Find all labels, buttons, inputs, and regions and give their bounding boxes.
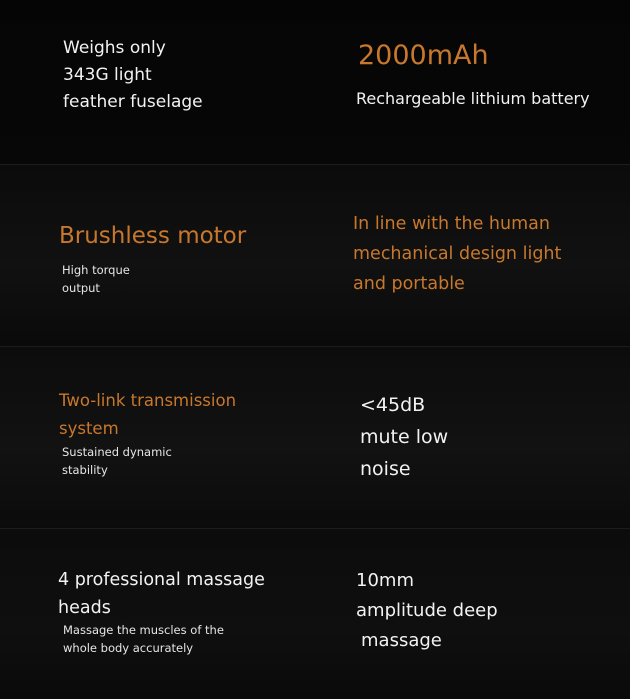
heads-title-line-1: 4 professional massage: [58, 570, 265, 590]
battery-title: 2000mAh: [358, 40, 489, 71]
heads-line-1: Massage the muscles of the: [63, 623, 224, 637]
weight-line-3: feather fuselage: [63, 92, 203, 112]
motor-description: [62, 261, 130, 297]
amplitude-line-2: amplitude deep: [356, 600, 498, 621]
motor-line-1: High torque: [62, 263, 130, 277]
transmission-title-line-2: system: [59, 419, 119, 438]
heads-title-line-2: heads: [58, 598, 111, 618]
amplitude-line-3: massage: [361, 630, 442, 651]
weight-feature: [63, 35, 203, 116]
design-feature: [353, 209, 561, 299]
weight-line-1: Weighs only: [63, 38, 166, 58]
transmission-line-1: Sustained dynamic: [62, 445, 172, 459]
noise-line-3: noise: [360, 458, 411, 480]
heads-description: [63, 621, 224, 657]
motor-title: Brushless motor: [59, 223, 247, 249]
noise-line-2: mute low: [360, 426, 449, 448]
design-line-1: In line with the human: [353, 214, 550, 234]
feature-band-2: [0, 164, 630, 347]
noise-line-1: <45dB: [360, 394, 426, 416]
amplitude-line-1: 10mm: [356, 570, 414, 591]
feature-band-3: [0, 346, 630, 529]
design-line-3: and portable: [353, 274, 465, 294]
transmission-title-line-1: Two-link transmission: [59, 391, 237, 410]
transmission-line-2: stability: [62, 463, 108, 477]
motor-line-2: output: [62, 281, 100, 295]
noise-feature: [360, 389, 448, 485]
amplitude-feature: [356, 566, 498, 656]
design-line-2: mechanical design light: [353, 244, 562, 264]
transmission-description: [62, 443, 172, 479]
feature-band-1: [0, 0, 630, 164]
weight-line-2: 343G light: [63, 65, 152, 85]
heads-title: [58, 566, 265, 622]
heads-line-2: whole body accurately: [63, 641, 194, 655]
transmission-title: [59, 387, 236, 443]
feature-band-4: [0, 528, 630, 699]
battery-subtitle: Rechargeable lithium battery: [356, 89, 590, 108]
